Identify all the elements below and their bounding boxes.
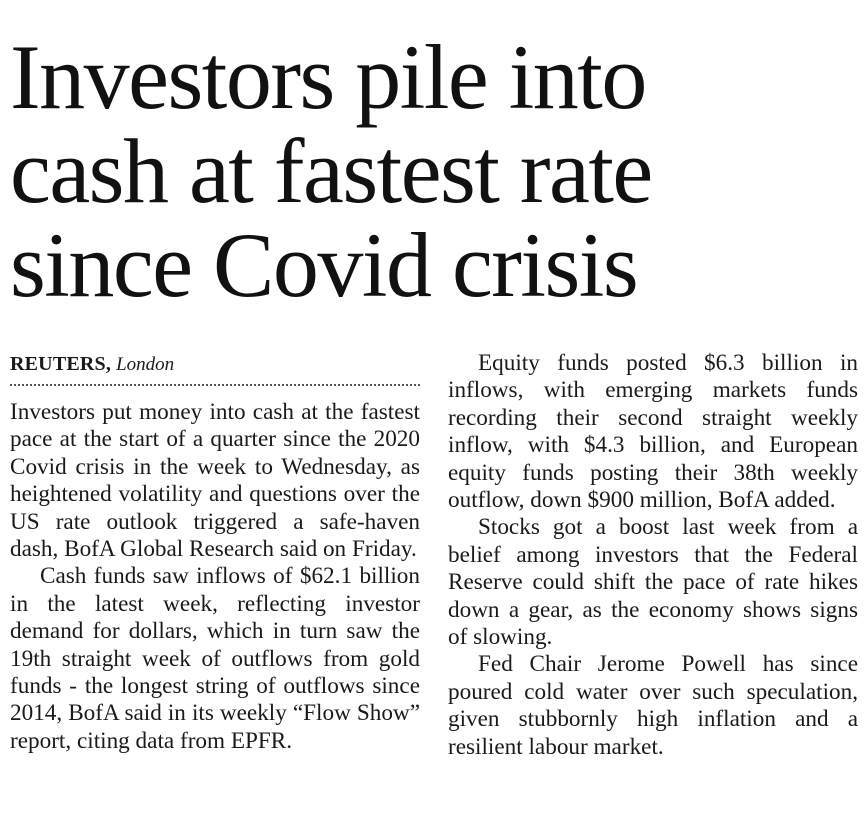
- paragraph-4: Stocks got a boost last week from a belief among investors that the Federal Reserve could shift the pace of rate hikes down a gear, as the economy shows signs of slowing.: [448, 514, 858, 651]
- headline-line-3: since Covid crisis: [10, 214, 638, 316]
- paragraph-5: Fed Chair Jerome Powell has since poured cold water over such speculation, given stubbornly high inflation and a resilient labour market.: [448, 651, 858, 760]
- paragraph-1: Investors put money into cash at the fastest pace at the start of a quarter since the 2020 Covid crisis in the week to Wednesday, as heightened volatility and questions over the US rate outlook triggered a safe-haven dash, BofA Global Research said on Friday.: [10, 399, 420, 563]
- byline-divider: [10, 384, 420, 386]
- byline-agency: REUTERS,: [10, 353, 112, 375]
- byline: [10, 350, 420, 378]
- paragraph-2: Cash funds saw inflows of $62.1 billion in the latest week, reflecting investor demand for dollars, which in turn saw the 19th straight week of outflows from gold funds - the longest string of outflows since 2014, BofA said in its weekly “Flow Show” report, citing data from EPFR.: [10, 563, 420, 754]
- byline-location: London: [116, 354, 175, 375]
- headline-line-2: cash at fastest rate: [10, 120, 652, 222]
- headline: [10, 26, 860, 316]
- article-column-left: [10, 350, 420, 755]
- headline-line-1: Investors pile into: [10, 26, 646, 128]
- paragraph-3: Equity funds posted $6.3 billion in inflows, with emerging markets funds recording their second straight weekly inflow, with $4.3 billion, and European equity funds posting their 38th weekly outflow, down $900 million, BofA added.: [448, 350, 858, 514]
- article-column-right: [448, 350, 858, 761]
